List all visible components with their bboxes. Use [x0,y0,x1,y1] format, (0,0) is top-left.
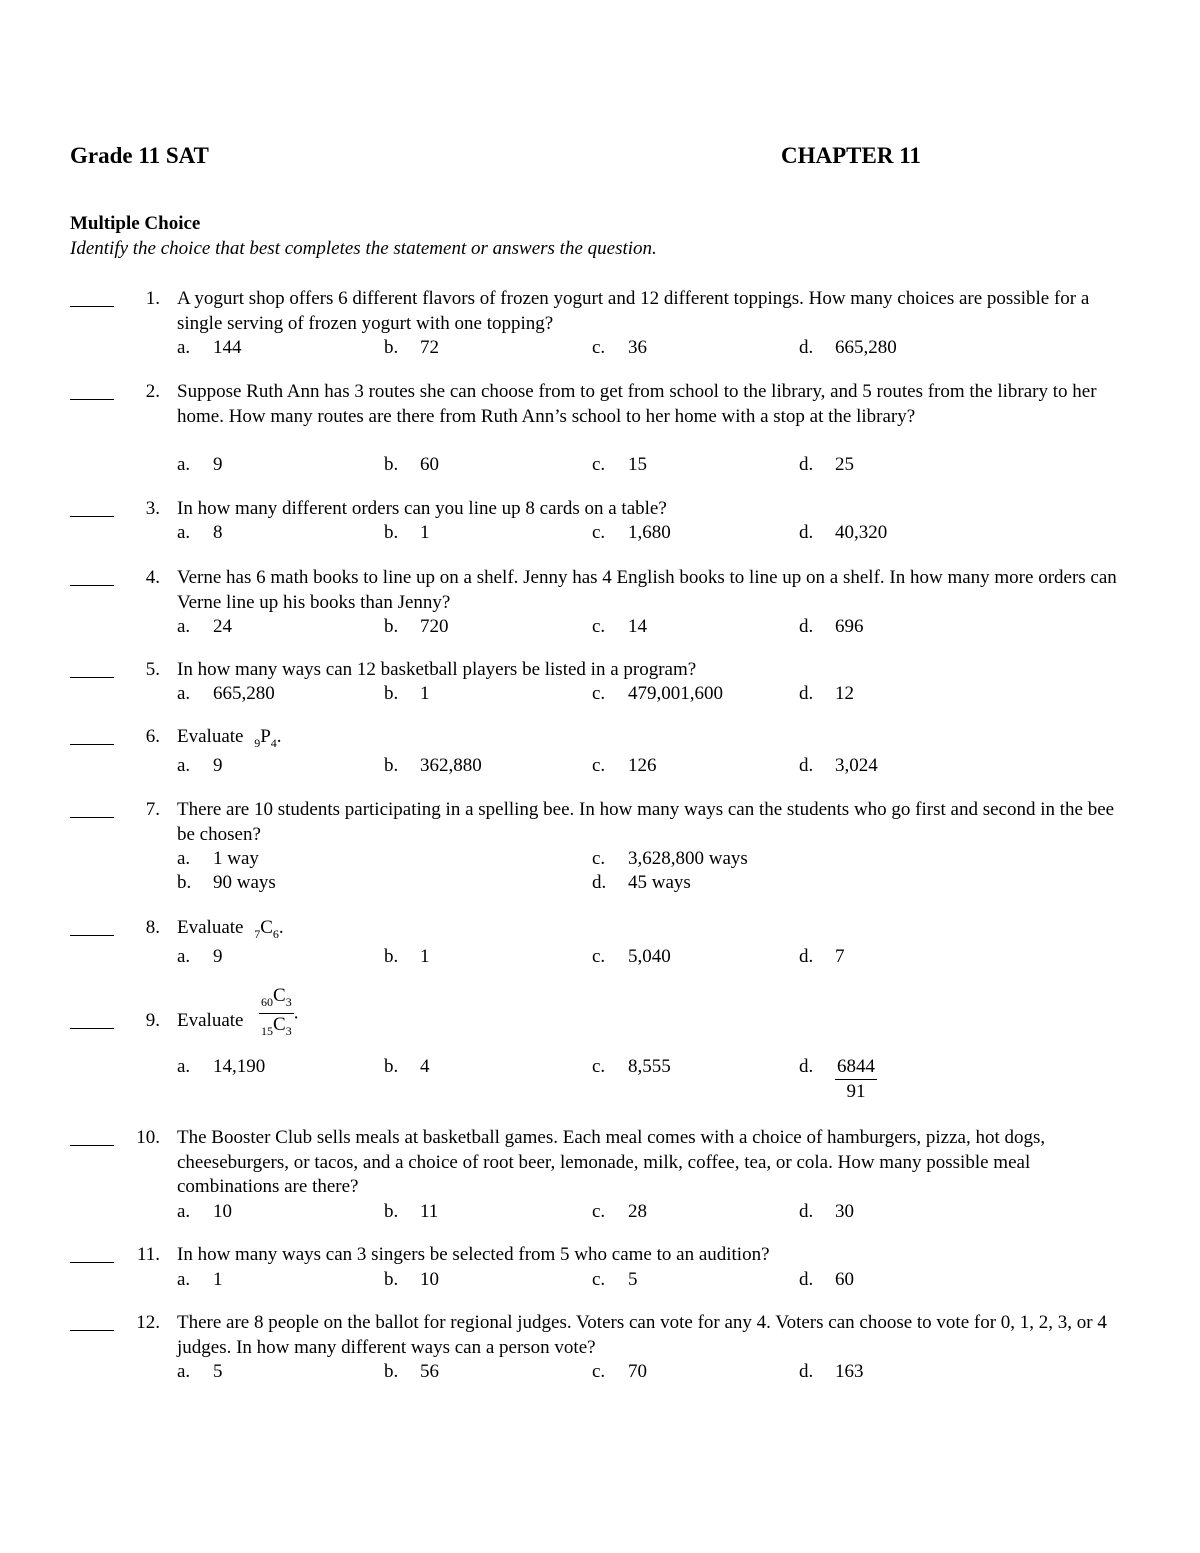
option-d: d. 12 [799,683,854,704]
option-b: b. 60 [384,454,439,475]
question-stem: A yogurt shop offers 6 different flavors of frozen yogurt and 12 different toppings. How many choices are possible for a single serving of frozen yogurt with one topping? [177,288,1090,334]
question-stem: In how many ways can 12 basketball players be listed in a program? [177,659,697,680]
option-d: d. $\frac{6844}{91}$ [799,1056,875,1102]
question-number: 6. [145,726,160,747]
option-d: d. 60 [799,1269,854,1290]
answer-blank[interactable] [70,287,114,307]
option-d: d. 7 [799,946,845,967]
question-stem: Evaluate $_9P_4$. [177,726,282,750]
question-number: 7. [145,799,160,820]
question-number: 3. [145,498,160,519]
combination-notation: $_7C_6$ [254,917,279,941]
option-c: c. 126 [592,755,657,776]
option-a: a. 1 way [177,848,259,869]
option-c: c. 3,628,800 ways [592,848,748,869]
answer-blank[interactable] [70,1126,114,1146]
option-c: c. 1,680 [592,522,671,543]
answer-blank[interactable] [70,1243,114,1263]
option-d: d. 40,320 [799,522,888,543]
permutation-notation: $_9P_4$ [254,726,277,750]
answer-blank[interactable] [70,1009,114,1029]
option-c: c. 70 [592,1361,647,1382]
question-number: 2. [145,381,160,402]
option-c: c. 15 [592,454,647,475]
question-number: 10. [136,1127,160,1148]
question-stem: There are 10 students participating in a spelling bee. In how many ways can the students who go first and second in the bee be chosen? [177,799,1115,845]
option-a: a. 8 [177,522,223,543]
answer-blank[interactable] [70,725,114,745]
option-d: d. 3,024 [799,755,878,776]
option-c: c. 479,001,600 [592,683,723,704]
option-d: d. 696 [799,616,864,637]
option-b: b. 72 [384,337,439,358]
option-b: b. 11 [384,1201,439,1222]
option-d: d. 30 [799,1201,854,1222]
question-stem: In how many ways can 3 singers be selected from 5 who came to an audition? [177,1244,770,1265]
option-b: b. 1 [384,946,430,967]
option-c: c. 8,555 [592,1056,671,1077]
question-number: 8. [145,917,160,938]
page-header [70,143,940,169]
question-stem: Suppose Ruth Ann has 3 routes she can choose from to get from school to the library, and 5 routes from the library to her home. How many routes are there from Ruth Ann’s school to her home with a stop at the library? [177,381,1097,427]
option-c: c. 5,040 [592,946,671,967]
option-b: b. 1 [384,683,430,704]
option-a: a. 5 [177,1361,223,1382]
option-c: c. 14 [592,616,647,637]
question-stem: Verne has 6 math books to line up on a shelf. Jenny has 4 English books to line up on a shelf. In how many more orders can Verne line up his books than Jenny? [177,567,1117,613]
option-a: a. 10 [177,1201,232,1222]
question-stem: Evaluate [177,1010,244,1031]
question-stem: The Booster Club sells meals at basketball games. Each meal comes with a choice of hamburgers, pizza, hot dogs, cheeseburgers, or tacos, and a choice of root beer, lemonade, milk, coffee, tea, or cola. How many possible meal combinations are there? [177,1127,1046,1197]
option-c: c. 36 [592,337,647,358]
question-stem: Evaluate $_7C_6$. [177,917,284,941]
option-d: d. 163 [799,1361,864,1382]
option-a: a. 665,280 [177,683,275,704]
option-b: b. 10 [384,1269,439,1290]
header-chapter: CHAPTER 11 [781,143,921,168]
option-a: a. 9 [177,454,223,475]
question-number: 9. [145,1010,160,1031]
question-number: 5. [145,659,160,680]
option-b: b. 4 [384,1056,430,1077]
answer-blank[interactable] [70,497,114,517]
option-d: d. 25 [799,454,854,475]
answer-blank[interactable] [70,566,114,586]
section-instructions: Identify the choice that best completes the statement or answers the question. [70,238,657,259]
answer-blank[interactable] [70,658,114,678]
option-d: d. 45 ways [592,872,691,893]
header-course: Grade 11 SAT [70,143,209,168]
fraction-expression: $\frac{_{60}C_3}{_{15}C_3}$ . [261,985,299,1038]
answer-blank[interactable] [70,380,114,400]
question-stem: In how many different orders can you line up 8 cards on a table? [177,498,667,519]
question-number: 11. [136,1244,160,1265]
answer-blank[interactable] [70,1311,114,1331]
option-b: b. 56 [384,1361,439,1382]
option-a: a. 9 [177,946,223,967]
option-d: d. 665,280 [799,337,897,358]
question-number: 12. [136,1312,160,1333]
option-b: b. 362,880 [384,755,482,776]
option-a: a. 14,190 [177,1056,266,1077]
option-b: b. 1 [384,522,430,543]
question-number: 1. [145,288,160,309]
option-b: b. 720 [384,616,449,637]
answer-blank[interactable] [70,916,114,936]
option-b: b. 90 ways [177,872,276,893]
option-a: a. 1 [177,1269,223,1290]
option-c: c. 5 [592,1269,638,1290]
option-a: a. 144 [177,337,242,358]
option-c: c. 28 [592,1201,647,1222]
question-stem: There are 8 people on the ballot for regional judges. Voters can vote for any 4. Voters can choose to vote for 0, 1, 2, 3, or 4 judges. In how many different ways can a person vote? [177,1312,1107,1358]
answer-blank[interactable] [70,798,114,818]
question-number: 4. [145,567,160,588]
section-title: Multiple Choice [70,213,201,234]
option-a: a. 24 [177,616,232,637]
option-a: a. 9 [177,755,223,776]
